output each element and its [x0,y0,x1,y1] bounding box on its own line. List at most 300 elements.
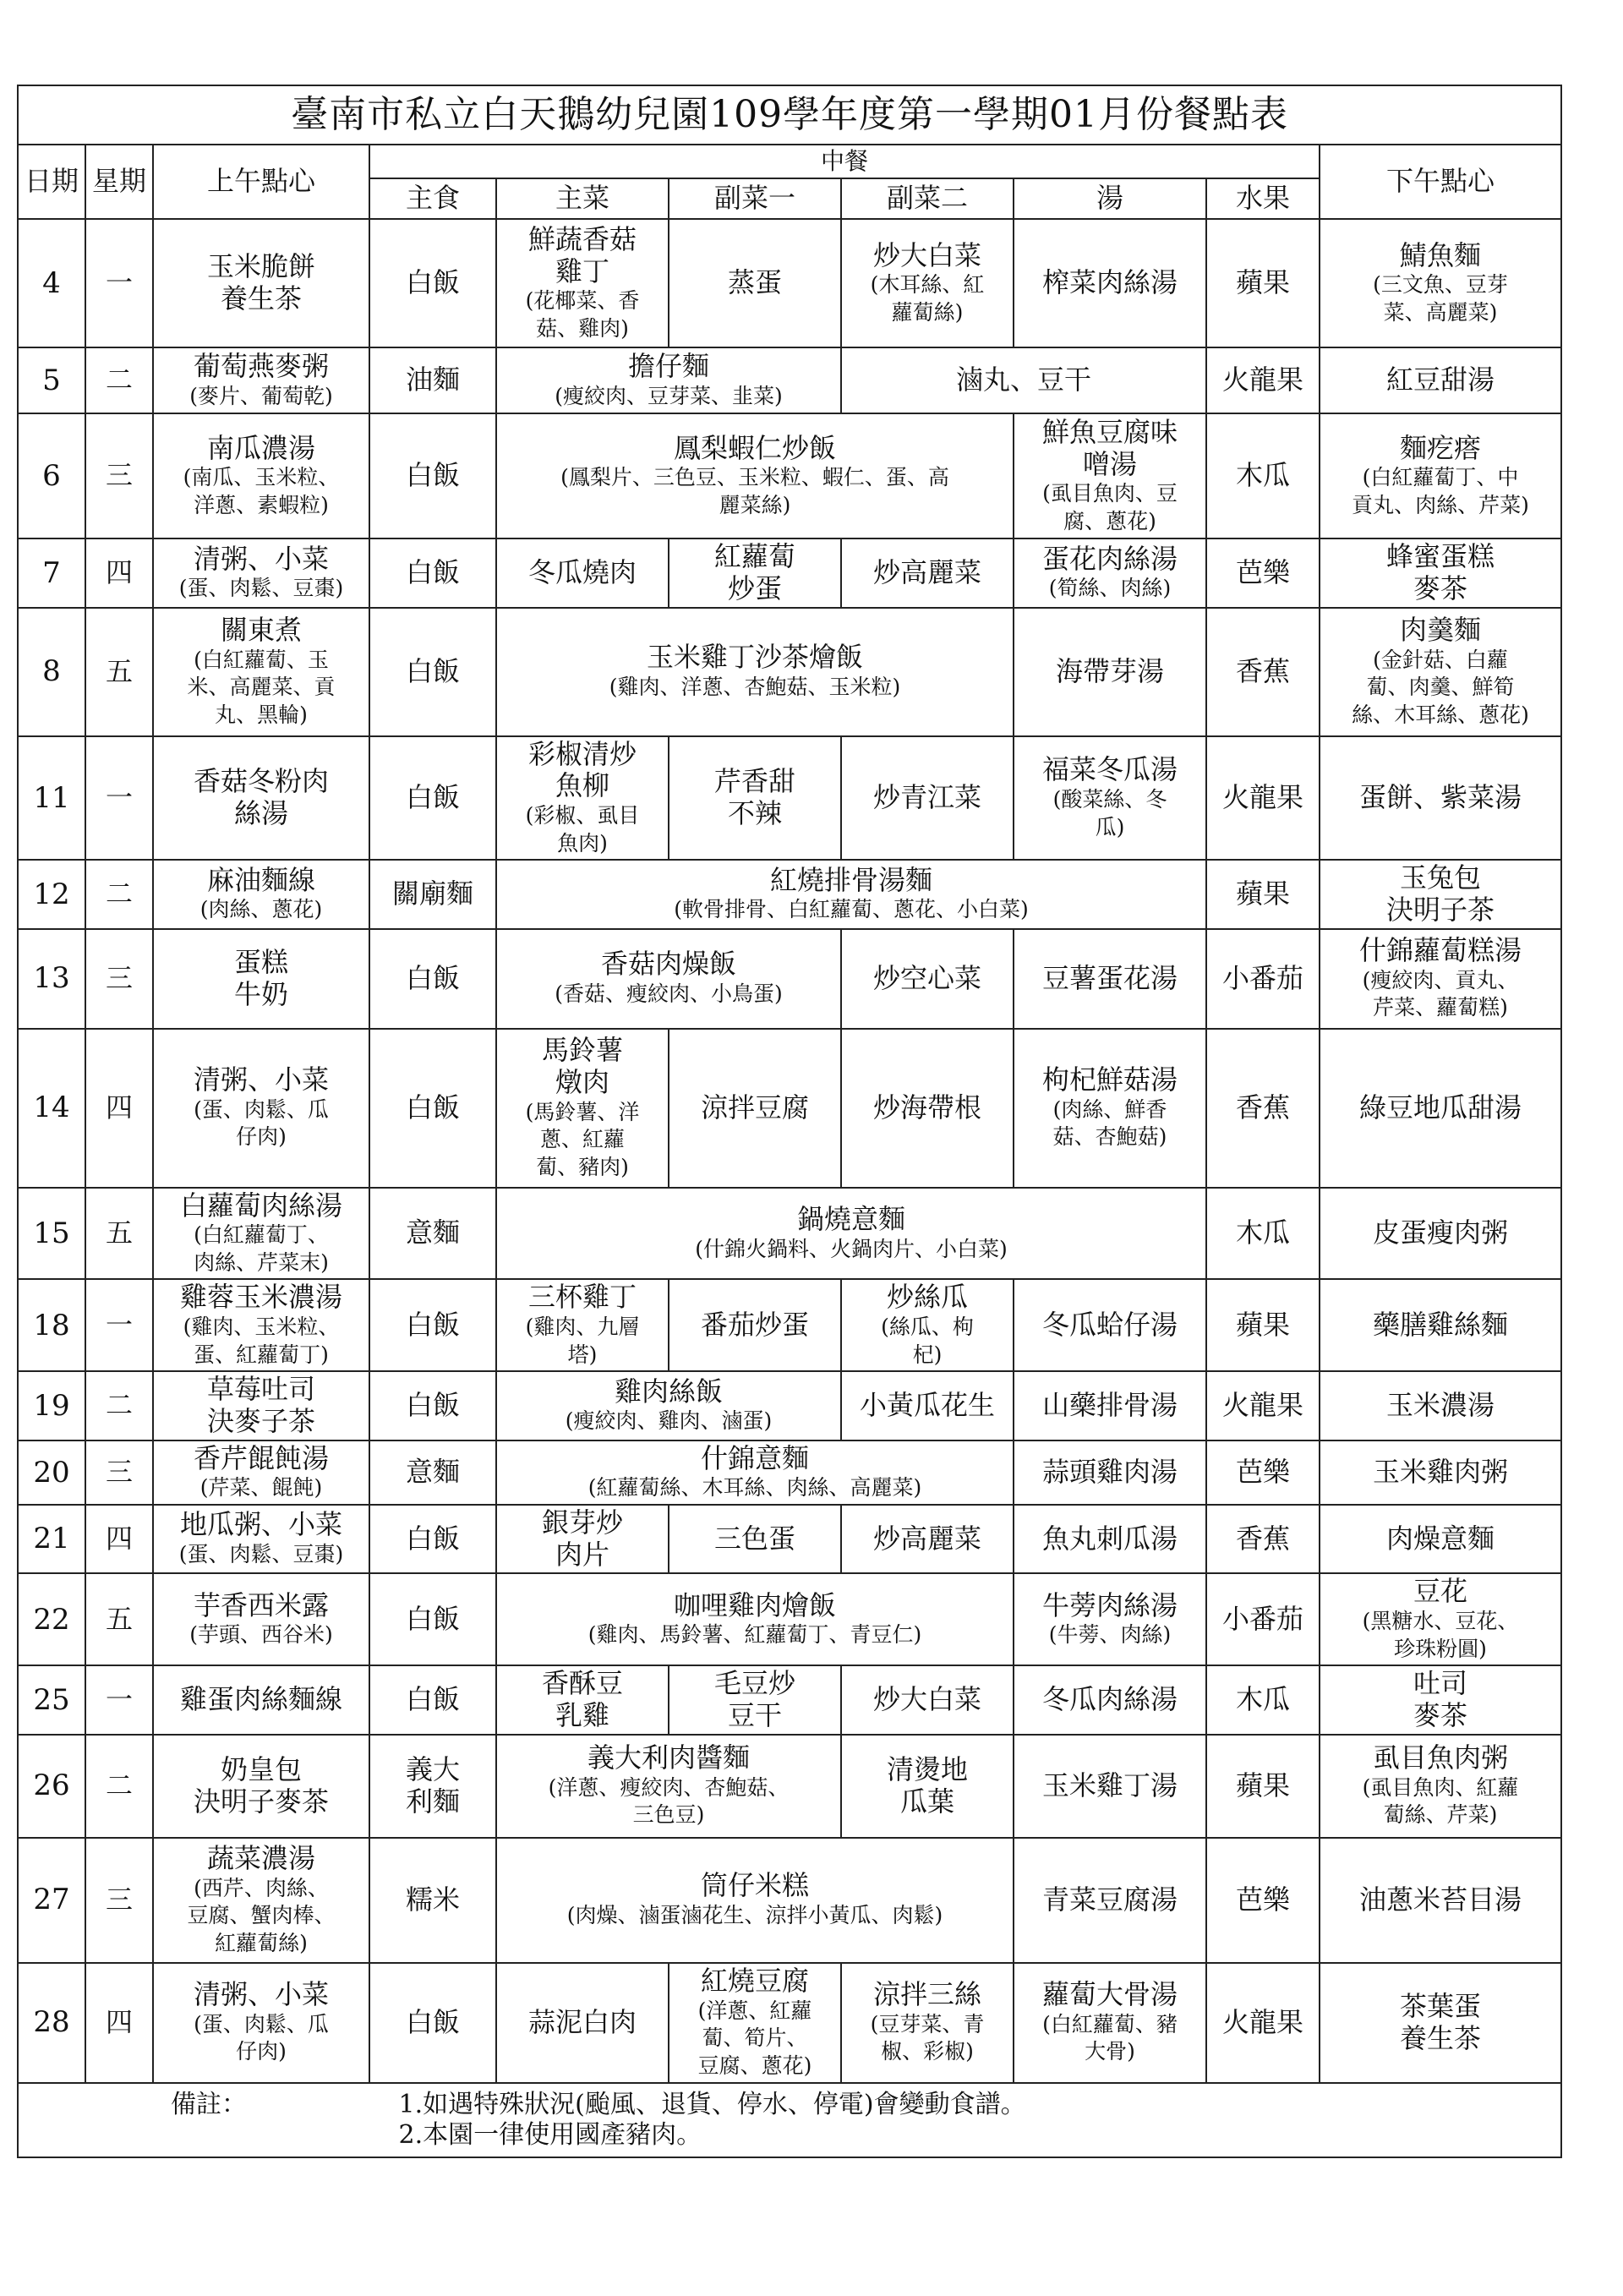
pm-snack-cell-name: 藥膳雞絲麵 [1373,1308,1509,1341]
date-cell: 15 [18,1188,85,1280]
side2-cell-name: 炒高麗菜 [872,555,981,588]
staple-cell: 關廟麵 [369,860,496,929]
side2-cell [841,1963,1014,2083]
soup-cell-name: 蒜頭雞肉湯 [1041,1455,1178,1488]
staple-cell: 白飯 [369,1573,496,1665]
notes [18,2083,1561,2157]
soup-cell [1014,219,1206,347]
date-cell: 13 [18,929,85,1029]
main-dish-cell-detail: (什錦火鍋料、火鍋肉片、小白菜) [695,1236,1008,1261]
pm-snack-cell [1320,1371,1561,1440]
pm-snack-cell-name: 蜂蜜蛋糕 麥茶 [1386,540,1495,604]
weekday-cell: 一 [85,1665,153,1735]
fruit-cell: 蘋果 [1206,860,1320,929]
fruit-cell: 香蕉 [1206,608,1320,736]
am-snack-cell-name: 地瓜粥、小菜 [179,1508,342,1541]
header-staple: 主食 [369,178,496,219]
side2-cell [841,1371,1014,1440]
soup-cell [1014,1735,1206,1838]
main-dish-cell-detail: (香菇、瘦絞肉、小鳥蛋) [555,981,783,1007]
soup-cell-name: 魚丸刺瓜湯 [1041,1522,1178,1555]
am-snack-cell-detail: (蛋、肉鬆、豆棗) [178,1542,344,1567]
am-snack-cell-detail: (芋頭、西谷米) [189,1622,333,1648]
side1-cell-name: 三色蛋 [713,1522,795,1555]
menu-table [17,85,1562,2158]
am-snack-cell-detail: (芹菜、餛飩) [199,1475,323,1501]
pm-snack-cell-name: 肉燥意麵 [1386,1522,1495,1555]
menu-row [18,1440,1561,1505]
soup-cell-name: 山藥排骨湯 [1041,1388,1178,1421]
main-dish-cell-detail: (軟骨排骨、白紅蘿蔔、蔥花、小白菜) [674,897,1029,922]
date-cell: 5 [18,347,85,413]
am-snack-cell [153,1735,369,1838]
menu-row [18,929,1561,1029]
menu-row [18,1573,1561,1665]
pm-snack-cell [1320,219,1561,347]
pm-snack-cell [1320,347,1561,413]
pm-snack-cell [1320,538,1561,608]
main-dish-cell [496,736,669,861]
main-dish-cell [496,1371,841,1440]
pm-snack-cell [1320,1505,1561,1574]
side1-cell [669,1665,841,1735]
header-side2: 副菜二 [841,178,1014,219]
menu-body [18,219,1561,2083]
side2-cell-detail: (絲瓜、枸 杞) [881,1315,974,1367]
pm-snack-cell-name: 紅豆甜湯 [1386,364,1495,396]
main-dish-cell-detail: (雞肉、洋蔥、杏鮑菇、玉米粒) [609,675,901,700]
soup-cell-name: 牛蒡肉絲湯 [1041,1588,1178,1621]
am-snack-cell [153,1440,369,1505]
pm-snack-cell-name: 玉兔包 決明子茶 [1386,861,1495,926]
weekday-cell: 二 [85,347,153,413]
fruit-cell: 木瓜 [1206,413,1320,538]
menu-row [18,413,1561,538]
side1-cell-name: 蒸蛋 [727,266,782,299]
am-snack-cell [153,929,369,1029]
fruit-cell: 蘋果 [1206,1279,1320,1371]
pm-snack-cell-name: 玉米雞肉粥 [1373,1455,1509,1488]
staple-cell: 白飯 [369,1279,496,1371]
side1-cell [669,1505,841,1574]
soup-cell-name: 海帶芽湯 [1055,654,1164,687]
am-snack-cell [153,860,369,929]
soup-cell [1014,1573,1206,1665]
menu-row [18,1505,1561,1574]
staple-cell: 白飯 [369,1505,496,1574]
main-dish-cell-name: 馬鈴薯 燉肉 [541,1034,623,1098]
main-dish-cell-name: 銀芽炒 肉片 [541,1506,623,1571]
weekday-cell: 四 [85,1029,153,1188]
pm-snack-cell-name: 玉米濃湯 [1386,1388,1495,1421]
main-dish-cell [496,538,669,608]
weekday-cell: 三 [85,1440,153,1505]
side2-cell-name: 炒大白菜 [872,238,981,271]
am-snack-cell-detail: (蛋、肉鬆、瓜 仔肉) [194,1096,329,1150]
pm-snack-cell [1320,1838,1561,1963]
fruit-cell: 小番茄 [1206,1573,1320,1665]
main-dish-cell [496,1279,669,1371]
staple-cell: 白飯 [369,608,496,736]
pm-snack-cell-name: 蛋餅、紫菜湯 [1359,780,1522,813]
soup-cell [1014,1963,1206,2083]
weekday-cell: 二 [85,1735,153,1838]
pm-snack-cell-detail: (黑糖水、豆花、 珍珠粉圓) [1362,1609,1519,1661]
am-snack-cell [153,413,369,538]
soup-cell [1014,1665,1206,1735]
side2-cell [841,538,1014,608]
main-dish-cell [496,1505,669,1574]
main-dish-cell [496,1573,1014,1665]
main-dish-cell-detail: (雞肉、九層 塔) [525,1315,640,1367]
am-snack-cell-name: 奶皇包 決明子麥茶 [193,1752,329,1818]
soup-cell-detail: (白紅蘿蔔、豬 大骨) [1042,2011,1178,2064]
main-dish-cell [496,608,1014,736]
main-dish-cell-detail: (雞肉、馬鈴薯、紅蘿蔔丁、青豆仁) [587,1622,922,1648]
fruit-cell: 蘋果 [1206,1735,1320,1838]
date-cell: 21 [18,1505,85,1574]
am-snack-cell [153,1505,369,1574]
side2-cell-detail: (豆芽菜、青 椒、彩椒) [870,2011,985,2064]
staple-cell: 意麵 [369,1188,496,1280]
main-dish-cell-name: 香酥豆 乳雞 [541,1667,623,1731]
am-snack-cell-name: 清粥、小菜 [193,1978,329,2011]
pm-snack-cell-detail: (白紅蘿蔔丁、中 貢丸、肉絲、芹菜) [1352,465,1529,517]
side2-cell [841,219,1014,347]
main-dish-cell-name: 鳳梨蝦仁炒飯 [673,431,836,464]
menu-row [18,1735,1561,1838]
side2-cell [841,1665,1014,1735]
main-dish-cell-detail: (瘦絞肉、豆芽菜、韭菜) [555,383,783,408]
side1-cell [669,219,841,347]
soup-cell-name: 榨菜肉絲湯 [1041,266,1178,299]
soup-cell [1014,1279,1206,1371]
side2-cell-name: 清燙地 瓜葉 [886,1752,968,1818]
date-cell: 19 [18,1371,85,1440]
main-dish-cell [496,347,841,413]
pm-snack-cell-name: 豆花 [1413,1575,1468,1608]
side2-cell-name: 小黃瓜花生 [859,1388,995,1421]
side1-cell [669,1279,841,1371]
main-dish-cell-name: 什錦意麵 [700,1441,809,1474]
menu-row [18,860,1561,929]
pm-snack-cell-name: 茶葉蛋 養生茶 [1400,1989,1482,2054]
am-snack-cell-name: 香菇冬粉肉 絲湯 [193,765,329,829]
date-cell: 28 [18,1963,85,2083]
header-main: 主菜 [496,178,669,219]
main-dish-cell-detail: (肉燥、滷蛋滷花生、涼拌小黃瓜、肉鬆) [566,1903,943,1928]
pm-snack-cell [1320,860,1561,929]
weekday-cell: 三 [85,1838,153,1963]
soup-cell [1014,1440,1206,1505]
soup-cell-name: 蛋花肉絲湯 [1041,542,1178,575]
side2-soup-cell [841,347,1206,413]
weekday-cell: 五 [85,608,153,736]
side2-cell [841,929,1014,1029]
fruit-cell: 芭樂 [1206,1838,1320,1963]
pm-snack-cell-name: 油蔥米苔目湯 [1359,1883,1522,1916]
staple-cell: 油麵 [369,347,496,413]
main-dish-cell-name: 雞肉絲飯 [614,1375,723,1408]
staple-cell: 白飯 [369,929,496,1029]
am-snack-cell [153,608,369,736]
soup-cell [1014,1838,1206,1963]
pm-snack-cell-name: 綠豆地瓜甜湯 [1359,1091,1522,1123]
side1-cell [669,1963,841,2083]
am-snack-cell-name: 白蘿蔔肉絲湯 [179,1189,342,1222]
am-snack-cell [153,1665,369,1735]
menu-row [18,1029,1561,1188]
pm-snack-cell [1320,1963,1561,2083]
main-dish-cell-name: 彩椒清炒 魚柳 [527,737,637,802]
date-cell: 27 [18,1838,85,1963]
pm-snack-cell-name: 皮蛋瘦肉粥 [1373,1216,1509,1249]
am-snack-cell-name: 草莓吐司 決麥子茶 [206,1373,315,1437]
note-line: 2.本園一律使用國產豬肉。 [398,2119,702,2150]
weekday-cell: 二 [85,1371,153,1440]
date-cell: 14 [18,1029,85,1188]
side2-cell-name: 炒大白菜 [872,1682,981,1715]
fruit-cell: 芭樂 [1206,1440,1320,1505]
side2-cell [841,1735,1014,1838]
fruit-cell: 蘋果 [1206,219,1320,347]
main-dish-cell-name: 鮮蔬香菇 雞丁 [527,222,637,287]
main-dish-cell-name: 冬瓜燒肉 [527,555,637,588]
weekday-cell: 四 [85,1963,153,2083]
pm-snack-cell-name: 麵疙瘩 [1400,431,1482,464]
am-snack-cell-name: 清粥、小菜 [193,542,329,575]
fruit-cell: 香蕉 [1206,1505,1320,1574]
main-dish-cell-detail: (洋蔥、瘦絞肉、杏鮑菇、 三色豆) [548,1774,790,1828]
pm-snack-cell-name: 虱目魚肉粥 [1373,1741,1509,1774]
side2-cell-name: 炒海帶根 [872,1091,981,1123]
soup-cell-name: 枸杞鮮菇湯 [1041,1063,1178,1096]
fruit-cell: 火龍果 [1206,1371,1320,1440]
menu-row [18,736,1561,861]
am-snack-cell-name: 香芹餛飩湯 [193,1441,329,1474]
weekday-cell: 五 [85,1573,153,1665]
side2-cell-name: 炒青江菜 [872,780,981,813]
side2-cell [841,1505,1014,1574]
fruit-cell: 木瓜 [1206,1665,1320,1735]
header-fruit: 水果 [1206,178,1320,219]
staple-cell: 白飯 [369,1029,496,1188]
date-cell: 7 [18,538,85,608]
menu-row [18,1838,1561,1963]
staple-cell: 白飯 [369,1665,496,1735]
fruit-cell: 火龍果 [1206,736,1320,861]
soup-cell [1014,538,1206,608]
staple-cell: 白飯 [369,1963,496,2083]
pm-snack-cell-name: 吐司 麥茶 [1413,1667,1468,1731]
am-snack-cell-detail: (白紅蘿蔔、玉 米、高麗菜、貢 丸、黑輪) [187,647,336,727]
pm-snack-cell [1320,736,1561,861]
soup-cell-detail: (肉絲、鮮香 菇、杏鮑菇) [1052,1096,1167,1150]
staple-cell: 白飯 [369,219,496,347]
soup-cell [1014,736,1206,861]
am-snack-cell [153,1188,369,1280]
side2-soup-cell-name: 滷丸、豆干 [955,364,1091,396]
staple-cell: 糯米 [369,1838,496,1963]
staple-cell: 白飯 [369,736,496,861]
main-dish-cell-detail: (花椰菜、香 菇、雞肉) [525,288,640,341]
am-snack-cell [153,1371,369,1440]
main-dish-cell-detail: (彩椒、虱目 魚肉) [525,803,640,856]
pm-snack-cell [1320,1735,1561,1838]
menu-row [18,1279,1561,1371]
soup-cell [1014,1029,1206,1188]
main-dish-cell-name: 義大利肉醬麵 [587,1741,750,1774]
am-snack-cell [153,1838,369,1963]
pm-snack-cell [1320,929,1561,1029]
am-snack-cell [153,347,369,413]
am-snack-cell-name: 南瓜濃湯 [206,431,315,464]
side1-cell-name: 毛豆炒 豆干 [713,1667,795,1731]
pm-snack-cell-name: 鯖魚麵 [1400,238,1482,271]
main-dish-cell [496,1440,1014,1505]
weekday-cell: 四 [85,538,153,608]
main-dish-cell [496,1188,1206,1280]
main-dish-cell [496,860,1206,929]
header-am-snack: 上午點心 [153,145,369,219]
am-snack-cell [153,538,369,608]
main-dish-cell-name: 紅燒排骨湯麵 [769,863,932,896]
pm-snack-cell-name: 肉羹麵 [1400,613,1482,646]
pm-snack-cell-detail: (金針菇、白蘿 蔔、肉羹、鮮筍 絲、木耳絲、蔥花) [1352,647,1529,727]
am-snack-cell-name: 葡萄燕麥粥 [193,349,329,382]
pm-snack-cell-detail: (虱目魚肉、紅蘿 蔔絲、芹菜) [1362,1774,1519,1828]
header-side1: 副菜一 [669,178,841,219]
am-snack-cell-detail: (雞肉、玉米粒、 蛋、紅蘿蔔丁) [183,1315,340,1367]
am-snack-cell-detail: (西芹、肉絲、 豆腐、蟹肉棒、 紅蘿蔔絲) [187,1875,336,1955]
am-snack-cell-detail: (白紅蘿蔔丁、 肉絲、芹菜末) [194,1222,329,1275]
date-cell: 22 [18,1573,85,1665]
menu-row [18,1188,1561,1280]
staple-cell: 白飯 [369,538,496,608]
main-dish-cell-detail: (鳳梨片、三色豆、玉米粒、蝦仁、蛋、高 麗菜絲) [560,465,949,517]
staple-cell: 義大 利麵 [369,1735,496,1838]
am-snack-cell [153,1963,369,2083]
weekday-cell: 五 [85,1188,153,1280]
pm-snack-cell [1320,1029,1561,1188]
am-snack-cell [153,219,369,347]
main-dish-cell-name: 擔仔麵 [627,349,709,382]
header-lunch: 中餐 [369,145,1320,178]
am-snack-cell-name: 雞蓉玉米濃湯 [179,1281,342,1314]
fruit-cell: 火龍果 [1206,347,1320,413]
am-snack-cell-name: 清粥、小菜 [193,1063,329,1096]
side2-cell-name: 炒絲瓜 [886,1281,968,1314]
main-dish-cell-name: 香菇肉燥飯 [600,948,736,981]
side2-cell [841,1029,1014,1188]
main-dish-cell [496,219,669,347]
main-dish-cell-name: 咖哩雞肉燴飯 [673,1588,836,1621]
side1-cell-name: 紅燒豆腐 [700,1964,809,1997]
date-cell: 25 [18,1665,85,1735]
am-snack-cell-detail: (蛋、肉鬆、瓜 仔肉) [194,2011,329,2064]
fruit-cell: 香蕉 [1206,1029,1320,1188]
main-dish-cell-name: 玉米雞丁沙茶燴飯 [646,641,863,674]
weekday-cell: 三 [85,929,153,1029]
main-dish-cell [496,1029,669,1188]
weekday-cell: 四 [85,1505,153,1574]
date-cell: 4 [18,219,85,347]
am-snack-cell [153,1573,369,1665]
side2-cell-name: 涼拌三絲 [872,1978,981,2011]
am-snack-cell-name: 關東煮 [220,613,302,646]
staple-cell: 白飯 [369,1371,496,1440]
am-snack-cell-detail: (肉絲、蔥花) [199,897,323,922]
note-line: 1.如遇特殊狀況(颱風、退貨、停水、停電)會變動食譜。 [398,2090,1026,2120]
am-snack-cell-detail: (麥片、葡萄乾) [189,383,333,408]
side1-cell [669,1029,841,1188]
date-cell: 26 [18,1735,85,1838]
main-dish-cell [496,1963,669,2083]
pm-snack-cell-detail: (三文魚、豆芽 菜、高麗菜) [1373,272,1508,325]
am-snack-cell-name: 麻油麵線 [206,863,315,896]
soup-cell-name: 豆薯蛋花湯 [1041,961,1178,994]
menu-row [18,538,1561,608]
pm-snack-cell [1320,608,1561,736]
soup-cell [1014,1371,1206,1440]
menu-row [18,1963,1561,2083]
pm-snack-cell [1320,1665,1561,1735]
side2-cell-detail: (木耳絲、紅 蘿蔔絲) [870,272,985,325]
side2-cell-name: 炒高麗菜 [872,1522,981,1555]
fruit-cell: 芭樂 [1206,538,1320,608]
side2-cell [841,736,1014,861]
am-snack-cell-name: 蛋糕 牛奶 [233,945,288,1010]
am-snack-cell-name: 芋香西米露 [193,1588,329,1621]
pm-snack-cell-name: 什錦蘿蔔糕湯 [1359,934,1522,967]
menu-row [18,1665,1561,1735]
header-date: 日期 [18,145,85,219]
main-dish-cell [496,1838,1014,1963]
main-dish-cell-detail: (瘦絞肉、雞肉、滷蛋) [565,1408,773,1434]
main-dish-cell [496,413,1014,538]
side1-cell [669,538,841,608]
soup-cell [1014,929,1206,1029]
fruit-cell: 小番茄 [1206,929,1320,1029]
date-cell: 20 [18,1440,85,1505]
soup-cell-name: 蘿蔔大骨湯 [1041,1978,1178,2011]
weekday-cell: 一 [85,1279,153,1371]
weekday-cell: 一 [85,736,153,861]
menu-sheet [17,85,1560,2158]
pm-snack-cell [1320,1440,1561,1505]
am-snack-cell-detail: (南瓜、玉米粒、 洋蔥、素蝦粒) [183,465,340,517]
notes-lines [399,2090,1026,2150]
am-snack-cell [153,1279,369,1371]
staple-cell: 白飯 [369,413,496,538]
weekday-cell: 一 [85,219,153,347]
menu-row [18,347,1561,413]
main-dish-cell [496,929,841,1029]
soup-cell-name: 鮮魚豆腐味 噌湯 [1041,415,1178,480]
am-snack-cell-name: 玉米脆餅 養生茶 [206,250,315,314]
side1-cell [669,736,841,861]
page-title: 臺南市私立白天鵝幼兒園109學年度第一學期01月份餐點表 [18,85,1561,145]
side1-cell-name: 涼拌豆腐 [700,1091,809,1123]
soup-cell [1014,608,1206,736]
pm-snack-cell [1320,1573,1561,1665]
fruit-cell: 火龍果 [1206,1963,1320,2083]
date-cell: 8 [18,608,85,736]
fruit-cell: 木瓜 [1206,1188,1320,1280]
side1-cell-detail: (洋蔥、紅蘿 蔔、筍片、 豆腐、蔥花) [697,1998,812,2078]
pm-snack-cell [1320,413,1561,538]
side1-cell-name: 番茄炒蛋 [700,1308,809,1341]
